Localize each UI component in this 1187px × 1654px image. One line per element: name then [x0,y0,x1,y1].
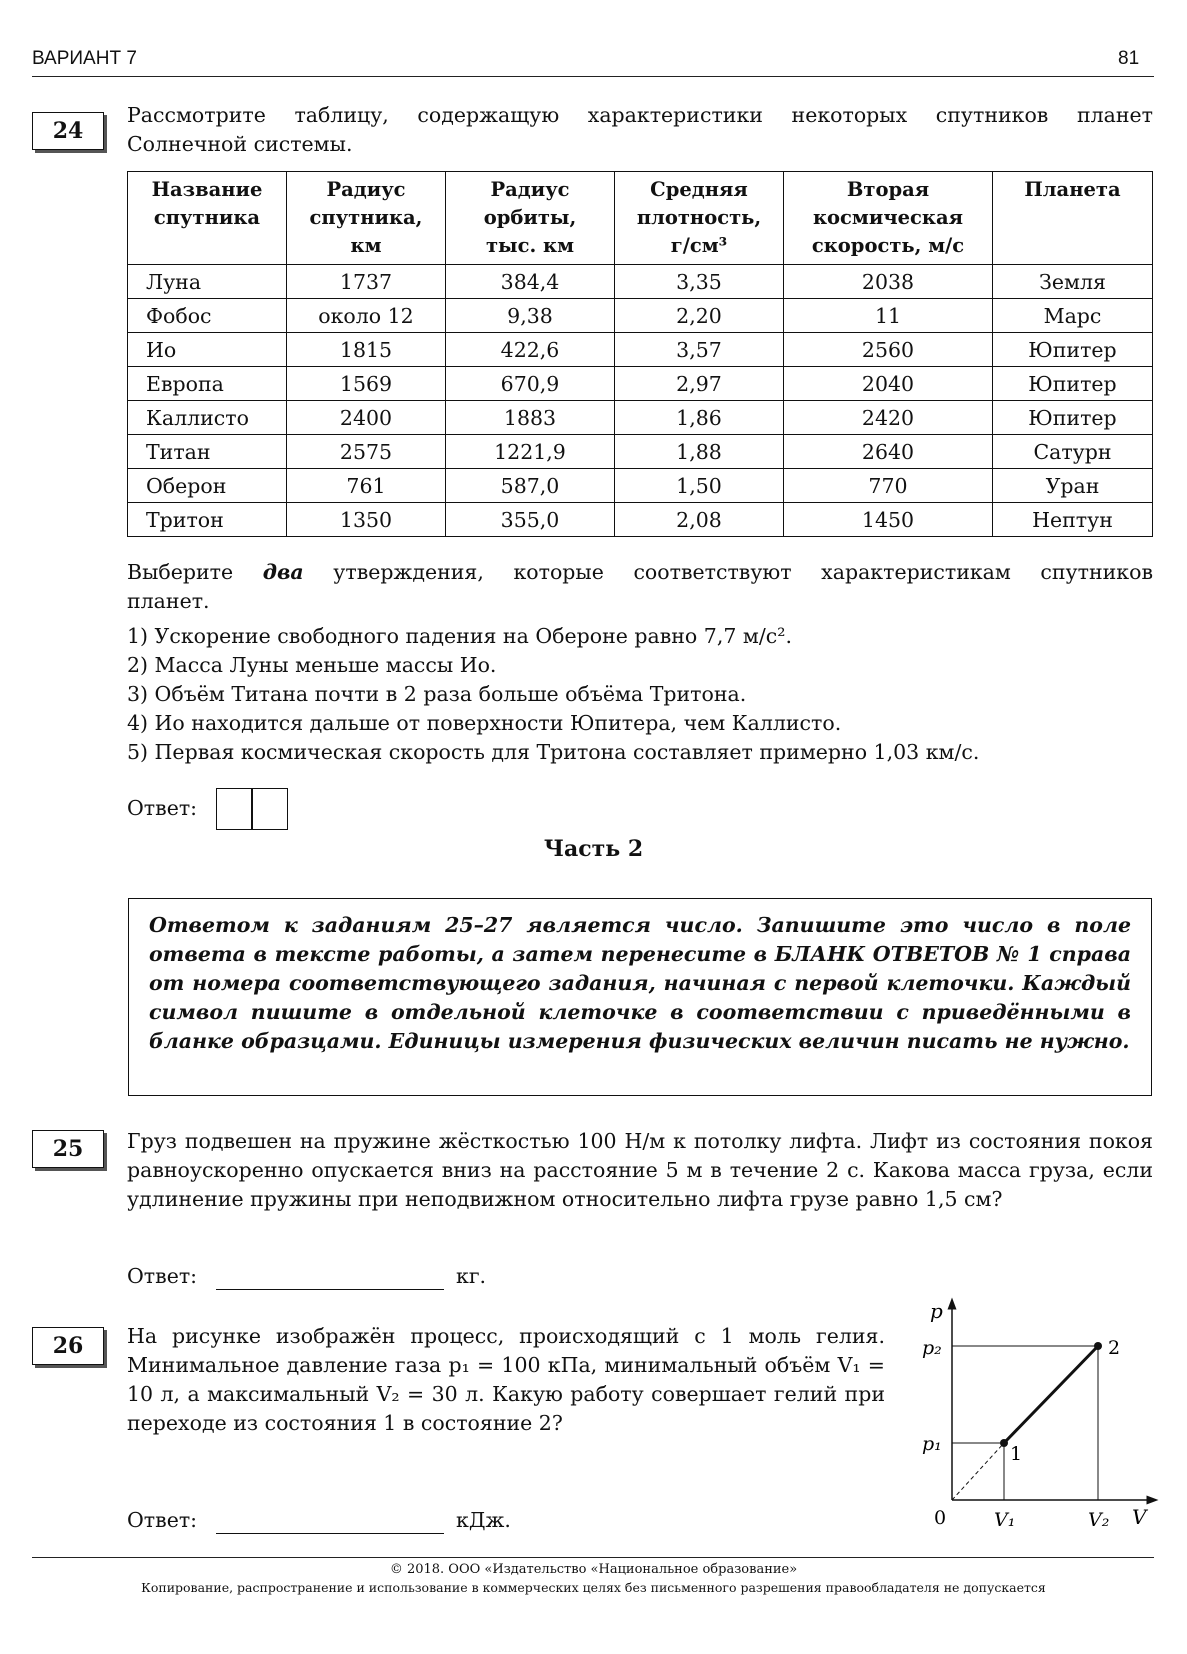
table-header-row [128,172,1153,265]
p1-label: p₁ [922,1433,942,1455]
cell-planet: Нептун [993,503,1153,537]
cell-planet: Юпитер [993,333,1153,367]
col-header-planet: Планета [993,172,1153,265]
q24-answer-label: Ответ: [127,796,198,820]
cell-radius: 2400 [287,401,446,435]
part2-instructions: Ответом к заданиям 25–27 является число. Запишите это число в поле ответа в тексте работы, а затем перенесите в БЛАНК ОТВЕТОВ № 1 справа от номера соответствующего задания, начиная с первой клеточки. Каждый символ пишите в отдельной клеточке в соответствии с приведёнными в бланке образцами. Единицы измерения физических величин писать не нужно. [128,898,1152,1096]
cell-orbit: 9,38 [446,299,615,333]
cell-density: 2,97 [615,367,784,401]
q24-select-line2: планет. [127,589,210,613]
cell-name: Европа [128,367,287,401]
q25-text: Груз подвешен на пружине жёсткостью 100 Н/м к потолку лифта. Лифт из состояния покоя равноускоренно опускается вниз на расстояние 5 м в течение 2 с. Какова масса груза, если удлинение пружины при неподвижном относительно лифта грузе равно 1,5 см? [127,1129,1153,1211]
cell-radius: около 12 [287,299,446,333]
process-line [1004,1346,1098,1443]
option-2: 2) Масса Луны меньше массы Ио. [127,653,497,677]
header-divider [32,76,1154,77]
cell-escape-velocity: 2040 [784,367,993,401]
cell-orbit: 422,6 [446,333,615,367]
v-axis-label: V [1132,1505,1147,1529]
footer-divider [32,1557,1154,1558]
table-row [128,469,1153,503]
select-emphasis: два [262,560,304,584]
table-row [128,401,1153,435]
point-2-label: 2 [1108,1337,1121,1359]
col-header-density: Средняя плотность, г/см³ [615,172,784,265]
select-post: утверждения, которые соответствуют характеристикам спутников [303,560,1153,584]
cell-escape-velocity: 770 [784,469,993,503]
cell-orbit: 384,4 [446,265,615,299]
footer-notice: Копирование, распространение и использование в коммерческих целях без письменного разрешения правообладателя не допускается [141,1580,1046,1595]
cell-name: Каллисто [128,401,287,435]
q24-answer-cell-1[interactable] [216,788,252,830]
cell-radius: 2575 [287,435,446,469]
cell-density: 3,35 [615,265,784,299]
cell-orbit: 670,9 [446,367,615,401]
option-1: 1) Ускорение свободного падения на Обероне равно 7,7 м/с². [127,624,792,648]
p2-label: p₂ [922,1337,942,1359]
cell-escape-velocity: 11 [784,299,993,333]
q24-intro-line1: Рассмотрите таблицу, содержащую характеристики некоторых спутников планет [127,103,1153,127]
q25-answer-label: Ответ: [127,1264,198,1288]
table-row [128,333,1153,367]
col-header-name: Название спутника [128,172,287,265]
cell-density: 3,57 [615,333,784,367]
q26-answer-field[interactable] [216,1533,444,1534]
p-axis-label: p [930,1299,943,1323]
cell-density: 1,88 [615,435,784,469]
option-3: 3) Объём Титана почти в 2 раза больше объёма Тритона. [127,682,747,706]
cell-density: 1,86 [615,401,784,435]
cell-escape-velocity: 1450 [784,503,993,537]
q24-select-line1 [127,558,1153,587]
cell-density: 1,50 [615,469,784,503]
cell-name: Фобос [128,299,287,333]
cell-radius: 1737 [287,265,446,299]
origin-label: 0 [934,1507,947,1529]
col-header-radius: Радиус спутника, км [287,172,446,265]
cell-radius: 761 [287,469,446,503]
select-pre: Выберите [127,560,263,584]
q24-intro-line2: Солнечной системы. [127,132,353,156]
cell-planet: Юпитер [993,401,1153,435]
cell-orbit: 587,0 [446,469,615,503]
cell-escape-velocity: 2420 [784,401,993,435]
cell-radius: 1569 [287,367,446,401]
table-body [128,265,1153,537]
cell-orbit: 1883 [446,401,615,435]
cell-orbit: 1221,9 [446,435,615,469]
extension-dashed [952,1443,1004,1500]
cell-name: Титан [128,435,287,469]
cell-escape-velocity: 2038 [784,265,993,299]
table-row [128,265,1153,299]
cell-radius: 1815 [287,333,446,367]
table-row [128,367,1153,401]
cell-name: Оберон [128,469,287,503]
cell-name: Тритон [128,503,287,537]
cell-name: Луна [128,265,287,299]
table-row [128,299,1153,333]
option-4: 4) Ио находится дальше от поверхности Юпитера, чем Каллисто. [127,711,842,735]
cell-density: 2,20 [615,299,784,333]
cell-orbit: 355,0 [446,503,615,537]
cell-density: 2,08 [615,503,784,537]
cell-planet: Марс [993,299,1153,333]
page-number: 81 [1118,48,1140,69]
q25-unit: кг. [456,1264,487,1288]
cell-name: Ио [128,333,287,367]
cell-radius: 1350 [287,503,446,537]
q26-answer-label: Ответ: [127,1508,198,1532]
state-point-2 [1094,1342,1102,1350]
table-row [128,435,1153,469]
variant-label: ВАРИАНТ 7 [32,48,137,69]
q24-answer-cell-2[interactable] [252,788,288,830]
cell-planet: Земля [993,265,1153,299]
question-number-24: 24 [32,112,104,150]
v2-label: V₂ [1088,1509,1110,1531]
satellite-table [127,171,1153,537]
footer-copyright: © 2018. ООО «Издательство «Национальное образование» [389,1562,798,1577]
pv-graph [900,1288,1160,1538]
state-point-1 [1000,1439,1008,1447]
option-5: 5) Первая космическая скорость для Тритона составляет примерно 1,03 км/с. [127,740,980,764]
question-number-26: 26 [32,1327,104,1365]
q25-answer-field[interactable] [216,1289,444,1290]
cell-escape-velocity: 2560 [784,333,993,367]
col-header-escape-velocity: Вторая космическая скорость, м/с [784,172,993,265]
q26-unit: кДж. [456,1508,511,1532]
table-row [128,503,1153,537]
q26-text: На рисунке изображён процесс, происходящий с 1 моль гелия. Минимальное давление газа p₁ = 100 кПа, минимальный объём V₁ = 10 л, а максимальный V₂ = 30 л. Какую работу совершает гелий при переходе из состояния 1 в состояние 2? [127,1324,885,1435]
cell-planet: Сатурн [993,435,1153,469]
question-number-25: 25 [32,1130,104,1168]
cell-planet: Уран [993,469,1153,503]
cell-planet: Юпитер [993,367,1153,401]
v1-label: V₁ [994,1509,1016,1531]
part2-title: Часть 2 [543,836,644,862]
col-header-orbit: Радиус орбиты, тыс. км [446,172,615,265]
point-1-label: 1 [1010,1443,1023,1465]
cell-escape-velocity: 2640 [784,435,993,469]
